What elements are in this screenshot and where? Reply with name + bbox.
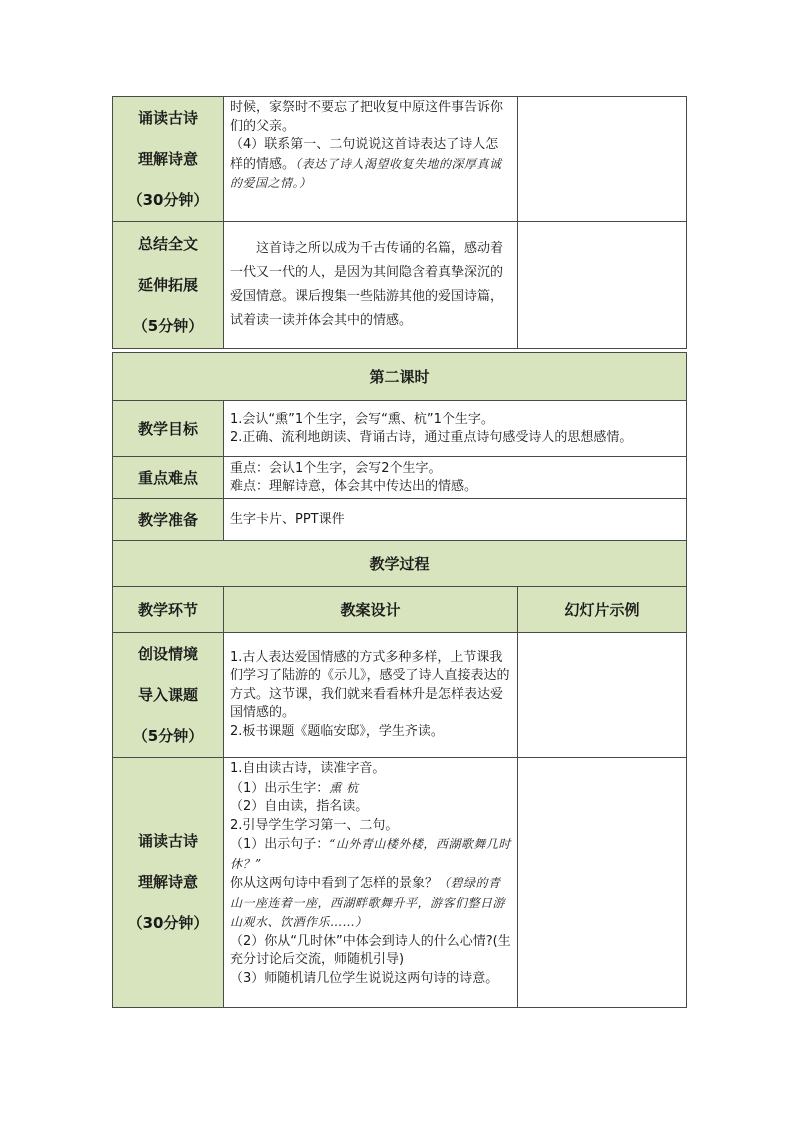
content-line: 2.引导学生学习第一、二句。 [230,817,399,833]
goals-content [224,401,687,457]
lesson-content [224,97,518,222]
slide-example-cell [518,758,687,1008]
label-line: （30分钟） [127,914,209,932]
content-text: 你从这两句诗中看到了怎样的景象？ [230,876,439,891]
label-line: （5分钟） [132,726,204,745]
label-line: 总结全文 [137,234,198,253]
content-line: 重点：会认1个生字，会写2个生字。 [230,460,442,476]
row-label [113,633,224,758]
prep-content: 生字卡片、PPT课件 [224,499,687,541]
row-label [113,97,224,222]
label-line: 诵读古诗 [137,832,198,850]
content-line [230,779,511,799]
content-text: （4）联系第一、二句说说这首诗表达了诗人怎样的情感。 [230,137,499,172]
handwritten-quote: “山外青山楼外楼，西湖歌舞几时休？” [230,837,511,871]
label-line: （30分钟） [127,190,209,209]
content-line: 2.板书课题《题临安邸》，学生齐读。 [230,723,444,739]
handwritten-chars: 熏 杭 [329,780,359,795]
section-title-row [113,353,687,401]
label-line: 诵读古诗 [137,108,198,127]
content-line: 1.会认“熏”1个生字，会写“熏、杭”1个生字。 [230,411,494,427]
col-header-design: 教案设计 [224,587,518,633]
table-row [113,457,687,499]
prep-label: 教学准备 [113,499,224,541]
content-line: 1.自由读古诗，读准字音。 [230,761,386,776]
lesson-content [224,222,518,349]
content-line: （2）你从“几时休”中体会到诗人的什么心情?(生充分讨论后交流，师随机引导) [230,933,511,967]
handwritten-answer: （碧绿的青山一座连着一座，西湖畔歌舞升平，游客们整日游山观水、饮酒作乐……） [230,876,506,929]
label-line: 理解诗意 [137,873,198,891]
row-label [113,222,224,349]
goals-label: 教学目标 [113,401,224,457]
content-line: 时候，家祭时不要忘了把收复中原这件事告诉你们的父亲。 [230,100,504,134]
col-header-step: 教学环节 [113,587,224,633]
table-row [113,758,687,1008]
content-line: 难点：理解诗意，体会其中传达出的情感。 [230,478,478,494]
label-line: 理解诗意 [137,149,198,168]
content-line [230,874,511,933]
process-title: 教学过程 [113,541,687,587]
lesson-table-second [112,352,687,1008]
content-line: 这首诗之所以成为千古传诵的名篇，感动着一代又一代的人，是因为其间隐含着真挚深沉的爱国情意。课后搜集一些陆游其他的爱国诗篇，试着读一读并体会其中的情感。 [230,241,504,328]
content-line: 2.正确、流利地朗读、背诵古诗，通过重点诗句感受诗人的思想感情。 [230,429,633,445]
table-row [113,633,687,758]
key-content [224,457,687,499]
content-text: （1）出示句子： [230,837,330,852]
label-line: 延伸拓展 [137,275,198,294]
slide-example-cell [518,633,687,758]
key-label: 重点难点 [113,457,224,499]
table-row [113,401,687,457]
table-row [113,499,687,541]
table-row [113,97,687,222]
col-header-slides: 幻灯片示例 [518,587,687,633]
content-line [230,835,511,874]
handwritten-answer: （表达了诗人渴望收复失地的深厚真诚的爱国之情。） [230,156,502,190]
label-line: （5分钟） [132,316,204,335]
slide-example-cell [518,222,687,349]
content-text: （1）出示生字： [230,780,330,796]
slide-example-cell [518,97,687,222]
table-row [113,222,687,349]
lesson-table-top [112,96,687,349]
lesson-content [224,758,518,1008]
content-line: （2）自由读，指名读。 [230,799,369,814]
process-title-row [113,541,687,587]
content-line [230,136,511,194]
content-line: （3）师随机请几位学生说说这两句诗的诗意。 [230,970,499,986]
row-label [113,758,224,1008]
label-line: 导入课题 [137,685,198,704]
section-title: 第二课时 [113,353,687,401]
lesson-content [224,633,518,758]
label-line: 创设情境 [137,644,198,663]
content-line: 1.古人表达爱国情感的方式多种多样，上节课我们学习了陆游的《示儿》，感受了诗人直接表达的方式。这节课，我们就来看看林升是怎样表达爱国情感的。 [230,649,510,721]
column-header-row [113,587,687,633]
